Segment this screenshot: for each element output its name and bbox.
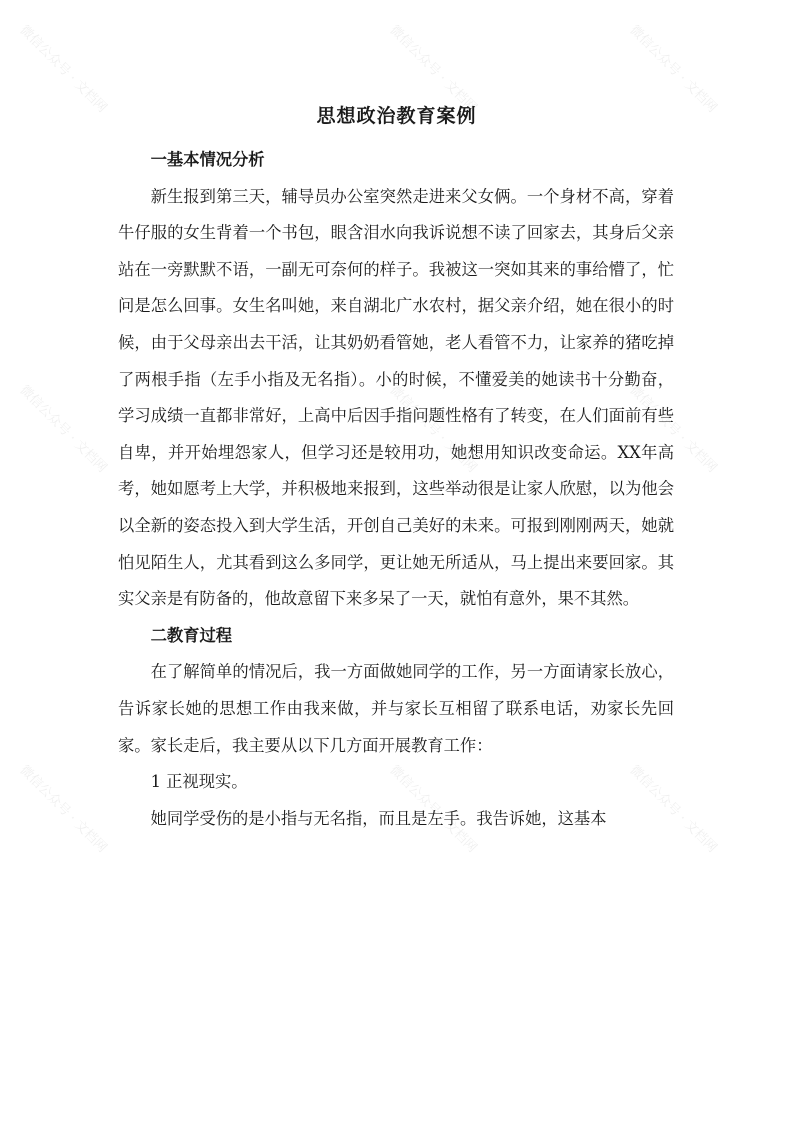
body-paragraph: 在了解简单的情况后，我一方面做她同学的工作，另一方面请家长放心，告诉家长她的思想工作由我来做，并与家长互相留了联系电话，劝家长先回家。家长走后，我主要从以下几方面开展教育工作： [118, 662, 674, 755]
body-paragraph: 她同学受伤的是小指与无名指，而且是左手。我告诉她，这基本 [150, 808, 607, 828]
watermark-text: 微信公众号 · 文档网 [386, 22, 480, 116]
section-heading: 一基本情况分析 [150, 150, 265, 169]
watermark-text: 微信公众号 · 文档网 [626, 762, 720, 856]
watermark-text: 微信公众号 · 文档网 [626, 22, 720, 116]
watermark-text: 微信公众号 · 文档网 [16, 762, 110, 856]
document-body [118, 142, 674, 837]
body-paragraph: 新生报到第三天，辅导员办公室突然走进来父女俩。一个身材不高，穿着牛仔服的女生背着一个书包，眼含泪水向我诉说想不读了回家去，其身后父亲站在一旁默默不语，一副无可奈何的样子。我被这一突如其来的事给懵了，忙问是怎么回事。女生名叫她，来自湖北广水农村，据父亲介绍，她在很小的时候，由于父母亲出去干活，让其奶奶看管她，老人看管不力，让家养的猪吃掉了两根手指（左手小指及无名指）。小的时候，不懂爱美的她读书十分勤奋，学习成绩一直都非常好，上高中后因手指问题性格有了转变，在人们面前有些自卑，并开始埋怨家人，但学习还是较用功，她想用知识改变命运。XX年高考，她如愿考上大学，并积极地来报到，这些举动很是让家人欣慰，以为他会以全新的姿态投入到大学生活，开创自己美好的未来。可报到刚刚两天，她就怕见陌生人，尤其看到这么多同学，更让她无所适从，马上提出来要回家。其实父亲是有防备的，他故意留下来多呆了一天，就怕有意外，果不其然。 [118, 186, 674, 609]
watermark-text: 微信公众号 · 文档网 [16, 22, 110, 116]
watermark-text: 微信公众号 · 文档网 [386, 762, 480, 856]
list-item-heading: 1 正视现实。 [150, 772, 248, 792]
section-heading: 二教育过程 [150, 625, 233, 645]
document-title: 思想政治教育案例 [316, 105, 477, 127]
watermark-text: 微信公众号 · 文档网 [626, 382, 720, 476]
watermark-text: 微信公众号 · 文档网 [16, 382, 110, 476]
watermark-text: 微信公众号 · 文档网 [386, 382, 480, 476]
